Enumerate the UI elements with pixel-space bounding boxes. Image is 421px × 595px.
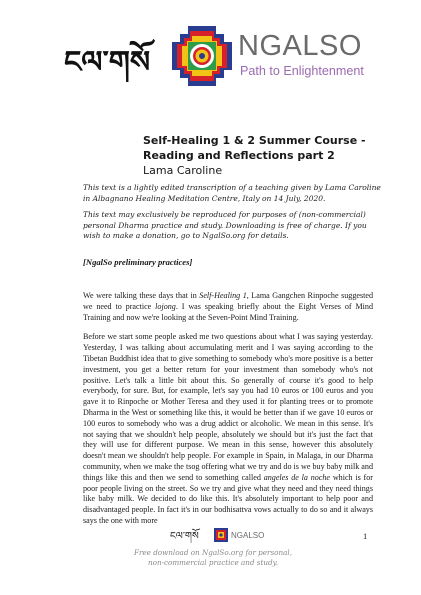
tibetan-logo-script <box>62 38 166 82</box>
footer-logo <box>170 527 280 543</box>
body-text <box>83 291 373 536</box>
svg-text:ངལ་གསོ: ངལ་གསོ <box>64 45 151 80</box>
intro-paragraph-license: This text may exclusively be reproduced for purposes of (non-commercial) personal Dharma practice and study. Downloading is free of charge. If you wish to make a donation, go to NgalSo.org for details. <box>83 210 367 240</box>
document-title-line1: Self-Healing 1 & 2 Summer Course - <box>143 134 366 147</box>
svg-text:ངལ་གསོ: ངལ་གསོ <box>170 531 199 542</box>
footer-note-line2: non-commercial practice and study. <box>148 558 278 567</box>
intro-paragraph-transcription: This text is a lightly edited transcription of a teaching given by Lama Caroline in Albagnano Healing Meditation Centre, Italy on 14 July, 2020. <box>83 183 381 203</box>
footer-note-line1: Free download on NgalSo.org for personal, <box>133 548 292 557</box>
title-block <box>143 133 403 178</box>
body-paragraph-1: We were talking these days that in Self-Healing 1, Lama Gangchen Rinpoche suggested we need to practice lojong. I was speaking briefly about the Eight Verses of Mind Training and now we're looking at the Seven-Point Mind Training. <box>83 291 373 322</box>
ngalso-emblem-icon <box>170 24 234 88</box>
footer-emblem-icon <box>214 528 228 542</box>
document-title-line2: Reading and Reflections part 2 <box>143 149 335 162</box>
brand-tagline: Path to Enlightenment <box>240 64 364 78</box>
brand-name: NGALSO <box>238 30 362 62</box>
intro-notice <box>83 183 383 248</box>
document-author: Lama Caroline <box>143 164 223 177</box>
body-paragraph-2: Before we start some people asked me two questions about what I was saying yesterday. Yesterday, I was talking about accumulating merit and I was saying according to the Tibetan Buddhist idea that to give something to somebody who's more positive is a better investment, you get a better return for your investment than somebody who's not positive. Let's talk a little bit about this. So generally of course it's good to help everybody, for sure. But, for example, let's say you had 10 euros or 100 euros and you gave it to Rinpoche or Mother Teresa and they used it for planting trees or to promote Dharma in the West or something like this, it would be better than if we gave 10 euros or 100 euros to somebody who was a drug addict or alcoholic. We mean in this sense. It's not saying that we shouldn't help people, absolutely we should but it's just the fact that they will use for different purpose. We mean in this sense, however this absolutely doesn't mean we shouldn't help people. For example in Spain, in Malaga, in our Dharma community, when we make the tsog offering what we try and do is we buy baby milk and things like this and then we send to something called angeles de la noche which is for poor people living on the street. So we try and give what they need and they need things like baby milk. We decided to do like this. It's absolutely important to help poor and disadvantaged people. In fact it's in our bodhisattva vows actually to do so and it always says the one with more <box>83 332 373 525</box>
svg-text:NGALSO: NGALSO <box>231 531 265 540</box>
section-heading: [NgalSo preliminary practices] <box>83 257 193 267</box>
page-header <box>0 0 421 110</box>
page-number: 1 <box>363 531 368 541</box>
